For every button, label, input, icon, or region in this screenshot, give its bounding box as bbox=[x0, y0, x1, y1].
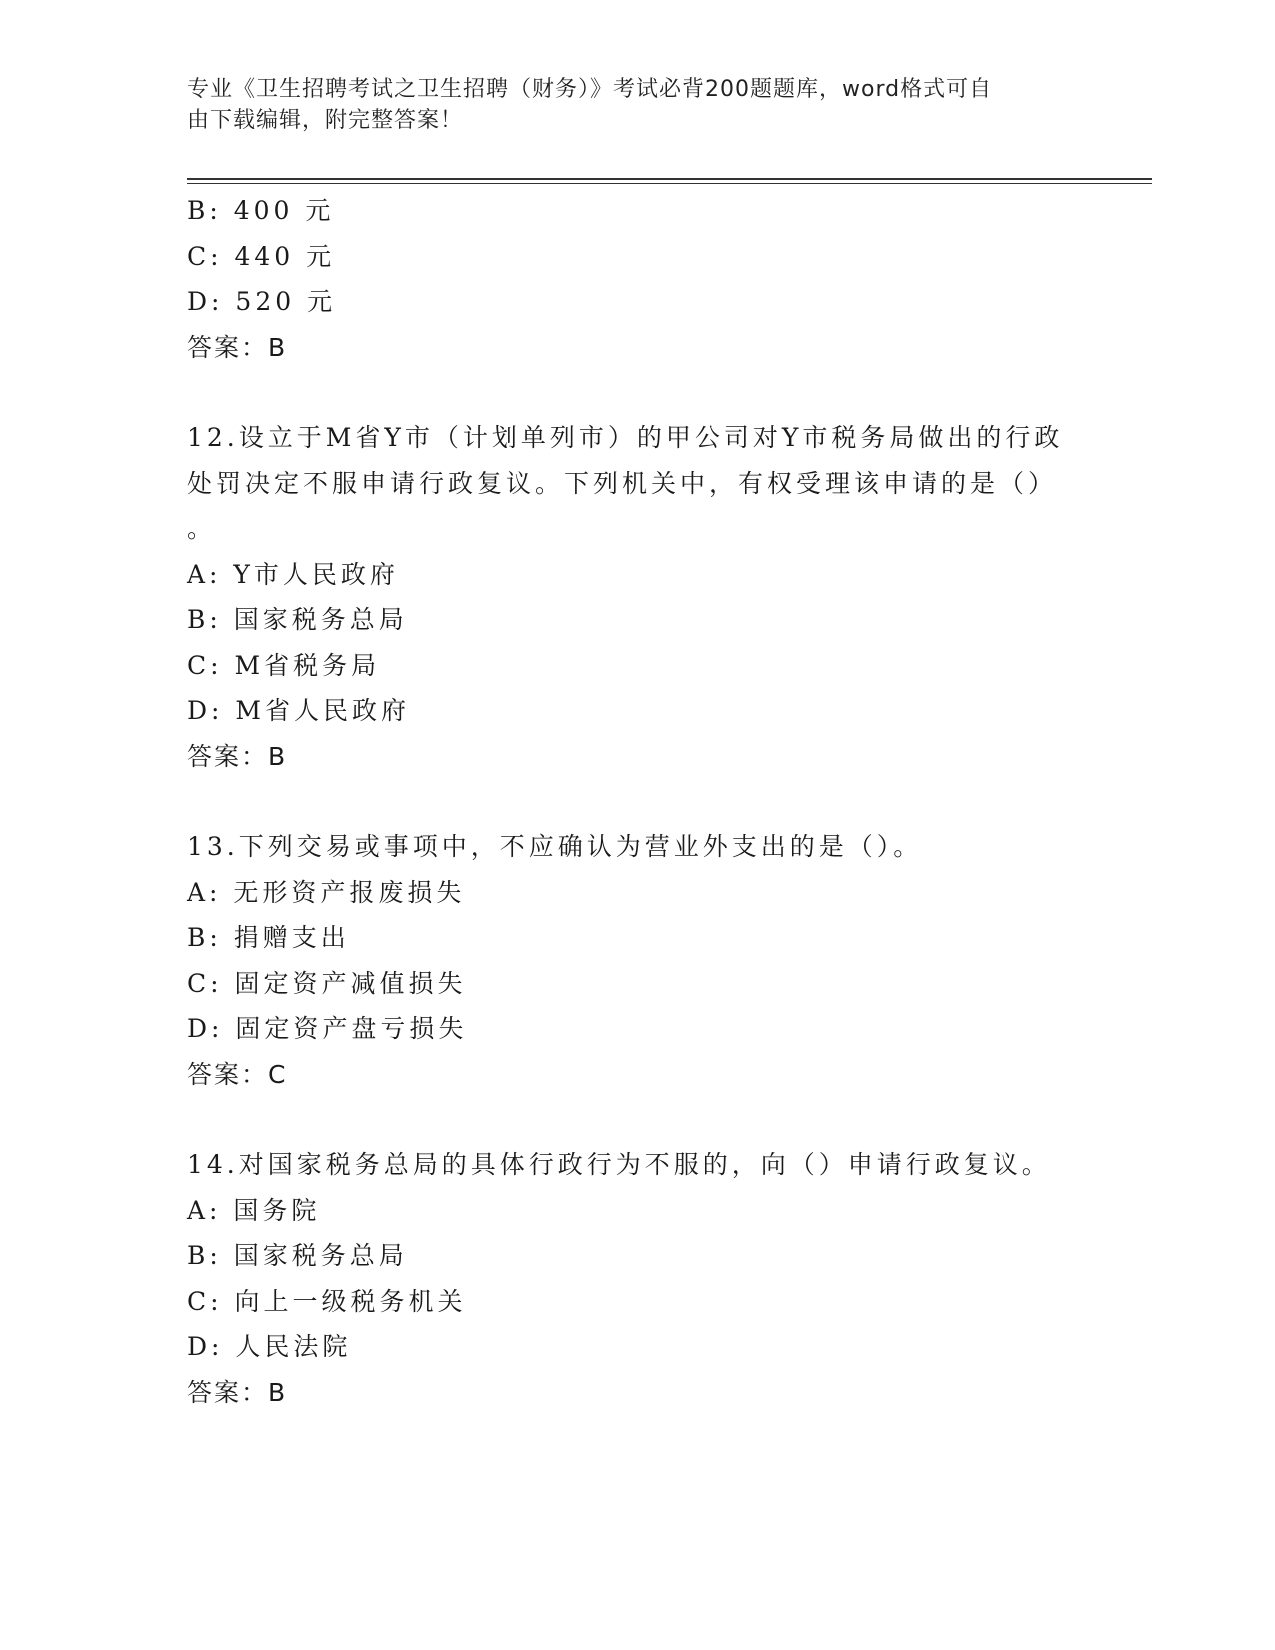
document-body bbox=[187, 188, 1087, 1415]
question-text-line: 12.设立于M省Y市（计划单列市）的甲公司对Y市税务局做出的行政 bbox=[187, 423, 1064, 452]
answer: 答案：B bbox=[187, 332, 288, 362]
option-c: C: M省税务局 bbox=[187, 650, 381, 680]
option-c: C: 固定资产减值损失 bbox=[187, 968, 467, 998]
option-d: D: 520 元 bbox=[187, 287, 337, 316]
question-13 bbox=[187, 824, 1087, 1097]
option-a: A: Y市人民政府 bbox=[187, 559, 399, 589]
spacer bbox=[187, 1097, 1087, 1142]
question-text-line: 处罚决定不服申请行政复议。下列机关中，有权受理该申请的是（） bbox=[187, 468, 1058, 498]
header-line-2: 由下载编辑，附完整答案！ bbox=[187, 108, 464, 133]
question-11-continued bbox=[187, 188, 1087, 370]
question-12 bbox=[187, 415, 1087, 779]
answer: 答案：C bbox=[187, 1059, 288, 1089]
header-rule-thick bbox=[187, 178, 1152, 180]
question-text-line: 14.对国家税务总局的具体行政行为不服的，向（）申请行政复议。 bbox=[187, 1150, 1051, 1179]
option-c: C: 向上一级税务机关 bbox=[187, 1286, 467, 1316]
header-line-1: 专业《卫生招聘考试之卫生招聘（财务）》考试必背200题题库，word格式可自 bbox=[187, 77, 993, 102]
page-header bbox=[187, 74, 1067, 136]
answer: 答案：B bbox=[187, 741, 288, 771]
spacer bbox=[187, 370, 1087, 415]
question-text-line: 13.下列交易或事项中，不应确认为营业外支出的是（）。 bbox=[187, 832, 923, 861]
option-b: B: 400 元 bbox=[187, 196, 335, 225]
spacer bbox=[187, 779, 1087, 824]
option-d: D: M省人民政府 bbox=[187, 696, 411, 725]
option-b: B: 国家税务总局 bbox=[187, 1241, 408, 1270]
question-14 bbox=[187, 1142, 1087, 1415]
option-d: D: 固定资产盘亏损失 bbox=[187, 1014, 468, 1043]
question-text-line: 。 bbox=[187, 514, 217, 543]
option-a: A: 无形资产报废损失 bbox=[187, 877, 466, 907]
header-rule-thin bbox=[187, 183, 1152, 184]
option-b: B: 国家税务总局 bbox=[187, 605, 408, 634]
option-c: C: 440 元 bbox=[187, 241, 336, 271]
option-a: A: 国务院 bbox=[187, 1195, 321, 1225]
option-d: D: 人民法院 bbox=[187, 1332, 352, 1361]
option-b: B: 捐赠支出 bbox=[187, 923, 350, 952]
answer: 答案：B bbox=[187, 1377, 288, 1407]
